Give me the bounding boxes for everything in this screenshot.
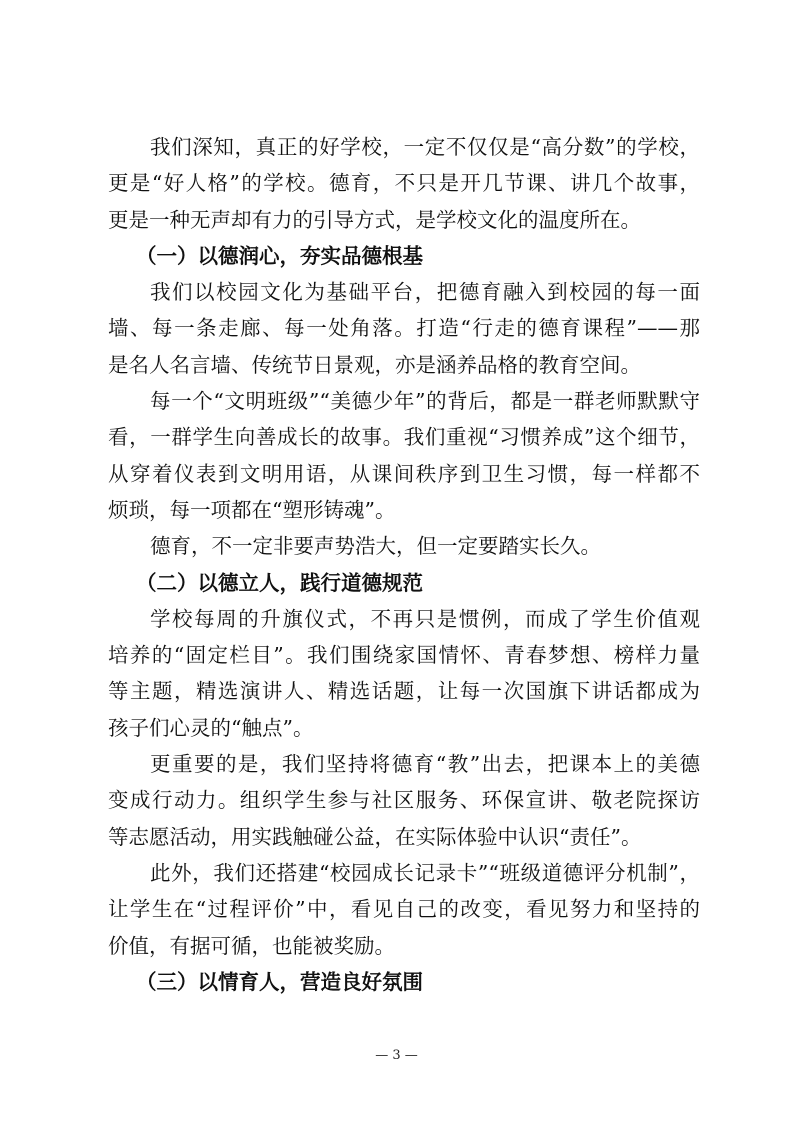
text-line: 更重要的是，我们坚持将德育“教”出去，把课本上的美德 xyxy=(150,752,700,777)
text-line: 让学生在“过程评价”中，看见自己的改变，看见努力和坚持的 xyxy=(108,897,700,922)
paragraph xyxy=(108,601,700,746)
text-line: 培养的“固定栏目”。我们围绕家国情怀、青春梦想、榜样力量 xyxy=(108,643,700,668)
text-line: 等志愿活动，用实践触碰公益，在实际体验中认识“责任”。 xyxy=(108,824,642,849)
paragraph xyxy=(108,746,700,855)
text-line: 我们以校园文化为基础平台，把德育融入到校园的每一面 xyxy=(150,280,700,305)
text-line: 是名人名言墙、传统节日景观，亦是涵养品格的教育空间。 xyxy=(108,352,641,377)
paragraph xyxy=(108,383,700,528)
section-heading xyxy=(108,565,700,601)
text-line: 学校每周的升旗仪式，不再只是惯例，而成了学生价值观 xyxy=(150,606,700,631)
text-line: 我们深知，真正的好学校，一定不仅仅是“高分数”的学校， xyxy=(150,135,700,159)
paragraph xyxy=(108,274,700,383)
text-line: 变成行动力。组织学生参与社区服务、环保宣讲、敬老院探访 xyxy=(108,788,700,813)
paragraph xyxy=(108,528,700,564)
text-line: 德育，不一定非要声势浩大，但一定要踏实长久。 xyxy=(150,534,601,559)
text-line: 此外，我们还搭建“校园成长记录卡”“班级道德评分机制”， xyxy=(150,860,700,885)
text-line: 更是一种无声却有力的引导方式，是学校文化的温度所在。 xyxy=(108,207,641,232)
heading-text: （三）以情育人，营造良好氛围 xyxy=(136,969,423,994)
section-heading xyxy=(108,964,700,1000)
document-body xyxy=(108,129,700,1000)
page-number: — 3 — xyxy=(375,1048,418,1063)
text-line: 每一个“文明班级”“美德少年”的背后，都是一群老师默默守 xyxy=(150,389,700,414)
paragraph xyxy=(108,129,700,238)
section-heading xyxy=(108,238,700,274)
heading-text: （一）以德润心，夯实品德根基 xyxy=(136,243,423,268)
text-line: 价值，有据可循，也能被奖励。 xyxy=(108,933,395,958)
paragraph xyxy=(108,855,700,964)
heading-text: （二）以德立人，践行道德规范 xyxy=(136,570,423,595)
text-line: 从穿着仪表到文明用语，从课间秩序到卫生习惯，每一样都不 xyxy=(108,461,700,486)
text-line: 等主题，精选演讲人、精选话题，让每一次国旗下讲话都成为 xyxy=(108,679,700,704)
text-line: 孩子们心灵的“触点”。 xyxy=(108,715,314,740)
text-line: 烦琐，每一项都在“塑形铸魂”。 xyxy=(108,497,396,522)
text-line: 更是“好人格”的学校。德育，不只是开几节课、讲几个故事， xyxy=(108,171,700,196)
text-line: 看，一群学生向善成长的故事。我们重视“习惯养成”这个细节， xyxy=(108,425,700,450)
text-line: 墙、每一条走廊、每一处角落。打造“行走的德育课程”——那 xyxy=(108,316,700,341)
